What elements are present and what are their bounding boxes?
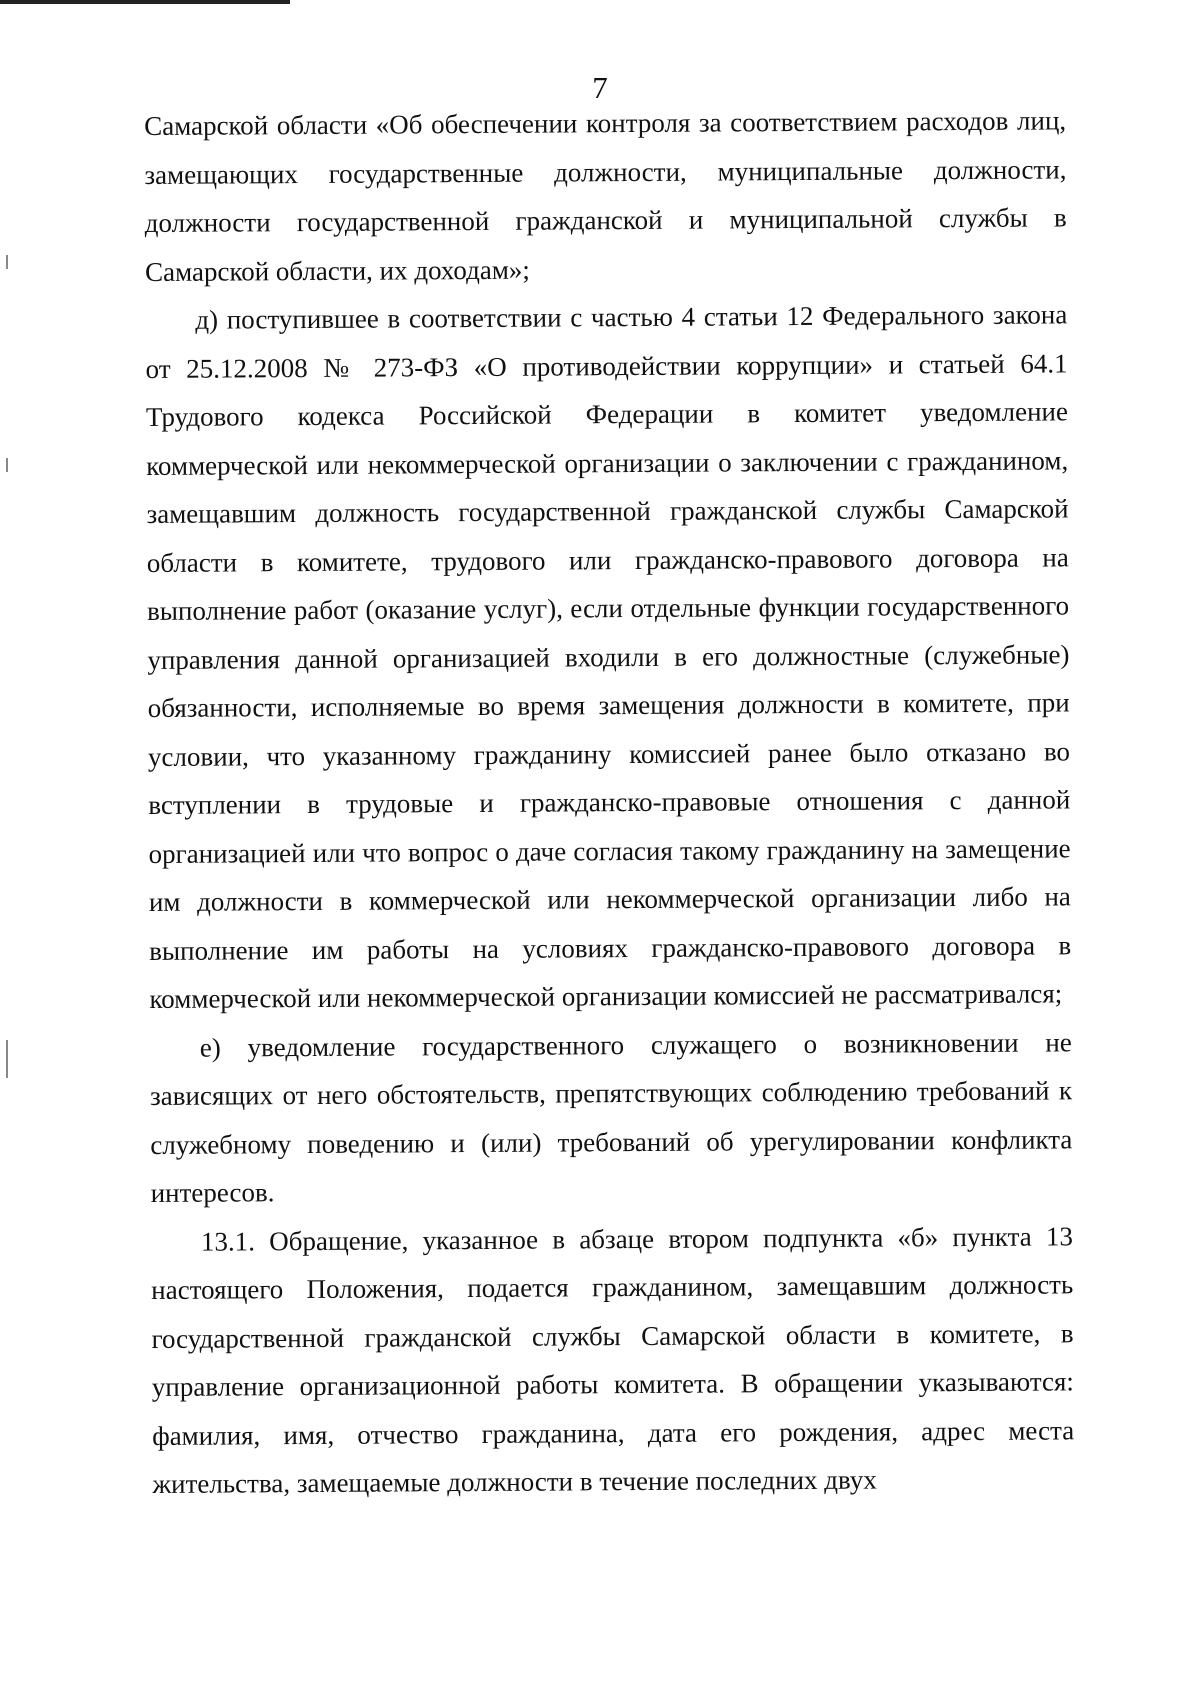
scan-artifact-mark bbox=[6, 255, 8, 269]
scan-artifact-mark bbox=[6, 1040, 8, 1078]
paragraph-item-d: д) поступившее в соответствии с частью 4 статьи 12 Федерального закона от 25.12.2008 № 273-ФЗ «О противодействии коррупции» и статьей 64.1 Трудового кодекса Российской Федерации в комитет уведомление коммерческой или некоммерческой организации о заключении с гражданином, замещавшим должность государственной гражданской службы Самарской области в комитете, трудового или гражданско-правового договора на выполнение работ (оказание услуг), если отдельные функции государственного управления данной организацией входили в его должностные (служебные) обязанности, исполняемые во время замещения должности в комитете, при условии, что указанному гражданину комиссией ранее было отказано во вступлении в трудовые и гражданско-правовые отношения с данной организацией или что вопрос о даче согласия такому гражданину на замещение им должности в коммерческой или некоммерческой организации либо на выполнение им работы на условиях гражданско-правового договора в коммерческой или некоммерческой организации комиссией не рассматривался; bbox=[145, 299, 1072, 1014]
page-number: 7 bbox=[592, 70, 608, 105]
paragraph-continuation: Самарской области «Об обеспечении контроля за соответствием расходов лиц, замещающих государственные должности, муниципальные должности, должности государственной гражданской и муниципальной службы в Самарской области, их доходам»; bbox=[144, 105, 1067, 287]
paragraph-13-1: 13.1. Обращение, указанное в абзаце втором подпункта «б» пункта 13 настоящего Положения, подается гражданином, замещавшим должность государственной гражданской службы Самарской области в комитете, в управление организационной работы комитета. В обращении указываются: фамилия, имя, отчество гражданина, дата его рождения, адрес места жительства, замещаемые должности в течение последних двух bbox=[151, 1220, 1075, 1499]
paragraph-item-e: е) уведомление государственного служащего о возникновении не зависящих от него обстоятельств, препятствующих соблюдению требований к служебному поведению и (или) требований об урегулировании конфликта интересов. bbox=[149, 1026, 1073, 1208]
top-edge-rule bbox=[0, 0, 290, 4]
scan-artifact-mark bbox=[6, 458, 8, 472]
document-body bbox=[144, 96, 1075, 1508]
